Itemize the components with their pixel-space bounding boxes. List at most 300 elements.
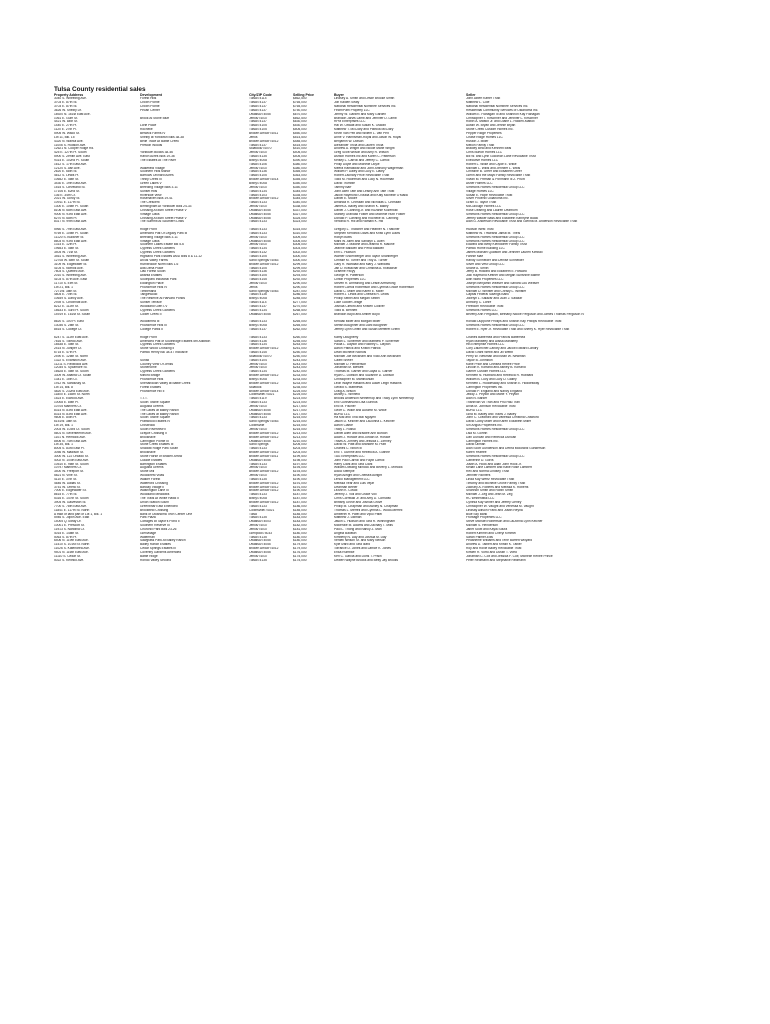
cell-buyer: Mark W. Allen and Sandlyn L. Allen xyxy=(334,239,385,243)
cell-seller: Pedaheme Williams and Tene Barrett Willyard xyxy=(466,539,533,543)
cell-selling-price: $315,000 xyxy=(293,228,307,232)
cell-property-address: 4103 S. 87th Ave. East xyxy=(54,278,88,282)
cell-property-address: 12120 S. Ash Ave. xyxy=(54,166,81,170)
cell-property-address: 18538 E. 45th St. xyxy=(54,343,80,347)
cell-buyer: Brandon Jarvis Lamb and Jennifer D. Lamb xyxy=(334,116,397,120)
cell-property-address: 2414 N. Juniper Ct. xyxy=(54,347,83,351)
cell-development: The Reserve At Harvard Ponds xyxy=(140,297,185,301)
cell-property-address: 9000 N. 93rd East Ave. xyxy=(54,212,88,216)
cell-property-address: 425 E. 127th Pl. South xyxy=(54,151,87,155)
cell-development: Berwick Farms IV xyxy=(140,132,166,135)
cell-development: South Riverview II xyxy=(140,427,167,431)
cell-buyer: Donald P. Canning and Rochelle M. Canning xyxy=(334,216,399,220)
cell-selling-price: $176,000 xyxy=(293,550,307,554)
cell-seller: Jodi Raymond Kettner and Megan Sunshine Balme xyxy=(466,274,540,278)
cell-seller: Robert Kimmel and Cheryl Kimmel xyxy=(466,531,516,535)
cell-buyer: Gerald S. Matthews xyxy=(334,385,363,389)
cell-seller: Frontage Properties LLC xyxy=(466,516,502,520)
cell-buyer: Adam J. Horace and Jordan M. Horace xyxy=(334,435,391,439)
cell-selling-price: $194,000 xyxy=(293,466,307,470)
cell-city-zip: Bixby/74008 xyxy=(249,378,267,381)
cell-selling-price: $251,000 xyxy=(293,347,307,351)
cell-selling-price: $765,000 xyxy=(293,105,307,109)
cell-buyer: Daniel Allen and Bradlee Ann Burdon xyxy=(334,431,388,435)
cell-property-address: 6715 E. 47th Pl. xyxy=(54,351,78,355)
header-property-address: Property Address xyxy=(54,93,84,97)
cell-buyer: Benjamin W. Dotson xyxy=(334,139,364,143)
cell-city-zip: Collinsville/74021 xyxy=(249,508,275,512)
cell-development: Walker Forest xyxy=(140,477,161,481)
cell-selling-price: $299,000 xyxy=(293,262,307,266)
cell-property-address: 3703 E. 87th St. xyxy=(54,105,78,109)
cell-city-zip: Owasso/74055 xyxy=(249,543,271,547)
cell-selling-price: $265,000 xyxy=(293,320,307,324)
cell-property-address: 9769 E. 105th Pl. South xyxy=(54,231,89,235)
cell-selling-price: $213,000 xyxy=(293,435,307,439)
cell-development: Cedar Springs Estates III xyxy=(140,547,177,551)
cell-city-zip: Broken Arrow/74012 xyxy=(249,381,279,385)
cell-selling-price: $285,000 xyxy=(293,297,307,301)
cell-seller: Jeffrey Walker Bass and Elizabeth Kathryne Black xyxy=(466,216,539,220)
cell-city-zip: Tulsa/74105 xyxy=(249,124,267,128)
cell-buyer: David W. Platt and Brandee M. Platt xyxy=(334,443,386,447)
cell-development: Vintage Oaks xyxy=(140,212,160,216)
cell-property-address: 5821 N. Vine St. xyxy=(54,474,78,478)
cell-property-address: 11710 S. Elm St. xyxy=(54,281,79,285)
cell-buyer: Todd M. Hoorfman and Lucy N. Hoorfman xyxy=(334,178,395,182)
cell-city-zip: Jenks/74037 xyxy=(249,404,268,408)
cell-seller: Christopher T. Kirschner and Jennifer L. Kirschner xyxy=(466,116,538,120)
cell-property-address: 10797 Mariners Ct. xyxy=(54,466,82,470)
cell-city-zip: Jenks/74037 xyxy=(249,151,268,155)
cell-city-zip: Tulsa/74137 xyxy=(249,328,267,332)
cell-selling-price: $253,000 xyxy=(293,343,307,347)
cell-city-zip: Jenks/74037 xyxy=(249,366,268,370)
cell-city-zip: Tulsa/74106 xyxy=(249,162,267,166)
cell-seller: Ronald Duppone Phillips and Sharon Kay Phillips Revocable Trust xyxy=(466,320,562,324)
cell-property-address: 4646 W. Dallas St. xyxy=(54,481,81,485)
cell-development: Cypress Creek Gardens xyxy=(140,251,175,255)
header-buyer: Buyer xyxy=(334,93,344,97)
cell-seller: Ruston J. Miller xyxy=(466,139,489,143)
cell-development: Crosbrook xyxy=(140,424,155,428)
cell-buyer: David C. Miller and Karen E. Miller xyxy=(334,289,384,293)
cell-development: Barrington Estates xyxy=(140,462,167,466)
cell-buyer: Matthew J. Dillman xyxy=(334,516,362,520)
cell-selling-price: $242,000 xyxy=(293,370,307,374)
cell-selling-price: $179,500 xyxy=(293,543,307,547)
cell-development: Oak Forest South xyxy=(140,270,166,274)
cell-buyer: Paul L. Thong and Nancy Z. Man xyxy=(334,527,382,531)
cell-buyer: Charles C. Nixon III xyxy=(334,447,363,451)
cell-property-address: Lot 19, Blk. 1 xyxy=(54,424,73,428)
cell-selling-price: $191,000 xyxy=(293,481,307,485)
cell-seller: Simmons Homes Residential Group LLC xyxy=(466,239,525,243)
cell-property-address: 3056 W. Madison St. xyxy=(54,451,84,455)
cell-city-zip: Broken Arrow/74012 xyxy=(249,435,279,439)
cell-development: Providence Hill II xyxy=(140,389,165,393)
cell-buyer: Travis A. Zimney and Jessica L. Zimney xyxy=(334,439,392,443)
cell-development: Bank of Oklahoma Tech Center One xyxy=(140,512,193,516)
cell-selling-price: $327,000 xyxy=(293,212,307,216)
cell-selling-price: $213,000 xyxy=(293,431,307,435)
cell-property-address: 17106 E. 62nd St. xyxy=(54,189,81,193)
cell-city-zip: Owasso/74055 xyxy=(249,439,271,443)
cell-seller: Simmons Homes Residential Group LLC xyxy=(466,454,525,458)
cell-buyer: Deannah Beeler xyxy=(334,485,358,489)
cell-buyer: Thomas L. Merrell and Cynthia L. Wood-Merrell xyxy=(334,508,403,512)
cell-selling-price: $233,000 xyxy=(293,374,307,378)
cell-property-address: 5063 S. 87th Pl. xyxy=(54,535,78,539)
cell-city-zip: Tulsa/74133 xyxy=(249,320,267,324)
cell-seller: Simmons Homes Residential Group LLC xyxy=(466,235,525,239)
cell-seller: Matthew W. Thweand Jamal M. Theis xyxy=(466,231,521,235)
cell-selling-price: $380,000 xyxy=(293,166,307,170)
cell-seller: Linda Kay Wertz Revocable Trust xyxy=(466,477,515,481)
cell-city-zip: Tulsa/74105 xyxy=(249,174,267,178)
cell-buyer: Brooks Anderson Netherhop and Tracy Lynn Netherhop xyxy=(334,397,414,401)
cell-selling-price: $345,000 xyxy=(293,189,307,193)
cell-property-address: 4320 N. Walnut Ave. xyxy=(54,139,84,143)
cell-selling-price: $182,000 xyxy=(293,524,307,528)
cell-seller: Andrew D. Talbert and Kristin K. Tabler xyxy=(466,543,522,547)
cell-development: Crown Pointe xyxy=(140,105,160,109)
cell-selling-price: $363,000 xyxy=(293,174,307,178)
cell-property-address: 3461 S. Wheeling Ave. xyxy=(54,255,87,258)
cell-buyer: Todd B. Bennett xyxy=(334,308,358,312)
cell-selling-price: $355,000 xyxy=(293,178,307,182)
cell-seller: Robin A. Mattox Jr. and Diane L. Holden-Mattox xyxy=(466,120,535,124)
cell-seller: Kenneth N. Hubbard and Rebecca R. Hubbard xyxy=(466,374,534,378)
cell-seller: Simmons Homes Residential Group LLC xyxy=(466,324,525,328)
cell-development: The Summit At Southern Links xyxy=(140,220,184,224)
cell-selling-price: $267,000 xyxy=(293,312,307,316)
cell-seller: Justin A. Hook and Allan John Hook Jr. xyxy=(466,462,522,466)
cell-property-address: 7271W. 38th St. xyxy=(54,289,78,293)
cell-property-address: 9605 E. 84th Pl. xyxy=(54,416,78,420)
cell-property-address: 4804 E. 70th St. xyxy=(54,293,78,297)
cell-property-address: 3430 E. 19th East Ave. xyxy=(54,181,88,185)
cell-development: Rochelle xyxy=(140,128,153,132)
cell-seller: Chase Ridge Homes LLC xyxy=(466,135,503,139)
cell-development: Yorktown Blocks 38-46 xyxy=(140,151,173,155)
cell-development: Brookhave xyxy=(140,451,156,455)
cell-selling-price: $175,000 xyxy=(293,554,307,558)
cell-city-zip: Tulsa/74103 xyxy=(249,193,267,197)
cell-buyer: Mckenzie M. Adams and Zachary T. Mills xyxy=(334,524,393,528)
cell-buyer: John Allen Tate and Lesley Ann Tate Trust xyxy=(334,189,395,193)
cell-city-zip: Broken Arrow/74014 xyxy=(249,389,279,393)
cell-selling-price: $205,000 xyxy=(293,443,307,447)
cell-selling-price: $390,500 xyxy=(293,158,307,162)
cell-buyer: Jan D. Kratachar and Christina A. Kratachar xyxy=(334,266,398,270)
cell-seller: Joseph Benjamin Weaver and Sandra Lou Weaver xyxy=(466,281,540,285)
cell-property-address: 5946 S. Joplin Ave. East xyxy=(54,516,90,520)
cell-city-zip: Jenks/74037 xyxy=(249,524,268,528)
cell-development: Cypress Creek Gardens xyxy=(140,343,175,347)
cell-city-zip: Tulsa/74145 xyxy=(249,351,267,355)
cell-city-zip: Broken Arrow/74012 xyxy=(249,431,279,435)
cell-seller: David Colby Miller and Karen Elizabeth Miller xyxy=(466,420,532,424)
cell-seller: Matthew L. Cole xyxy=(466,101,490,105)
cell-city-zip: Tulsa/74105 xyxy=(249,255,267,258)
cell-selling-price: $187,000 xyxy=(293,493,307,497)
cell-selling-price: $180,000 xyxy=(293,539,307,543)
cell-city-zip: Sand Springs/74063 xyxy=(249,420,279,424)
cell-buyer: Brandon Boyd and Amber Boyd xyxy=(334,312,380,316)
cell-seller: Michael D. Whittier and Christy L. Whittier xyxy=(466,289,527,293)
cell-seller: Vivian M. Pittman & Pohmann Ill Z. Pruitt xyxy=(466,178,525,182)
cell-seller: Freedom Revocable Trust xyxy=(466,304,504,308)
cell-city-zip: Tulsa/74145 xyxy=(249,278,267,282)
cell-seller: Stone Creek Custom Homes Inc. xyxy=(466,128,514,132)
cell-selling-price: $183,000 xyxy=(293,520,307,524)
cell-buyer: Jonathan M. Blewett xyxy=(334,366,364,370)
cell-development: Cottages at Taylor's Pond II xyxy=(140,520,180,524)
cell-buyer: Torrance D. Jones and Latrice K. Jones xyxy=(334,547,391,551)
cell-selling-price: $292,000 xyxy=(293,270,307,274)
cell-development: Alta Dena Place xyxy=(140,266,164,270)
cell-seller: Edward and Betty Kleindorfer Family Trust xyxy=(466,243,527,247)
cell-seller: Jocelyn L. Salazar and Juan J. Salazar xyxy=(466,297,523,301)
cell-buyer: Brittany Grove and Joshua Grove xyxy=(334,501,383,504)
cell-development: Prattwood Estates IV xyxy=(140,420,171,424)
cell-selling-price: $345,000 xyxy=(293,197,307,201)
cell-buyer: Erin L. Hudson xyxy=(334,251,356,255)
cell-buyer: Verdell Nelson Sr. and Mary Nelson xyxy=(334,539,386,543)
cell-buyer: Melissa Vear and Luis Vejar xyxy=(334,481,375,485)
cell-city-zip: Tulsa/74135 xyxy=(249,516,267,520)
cell-city-zip: Tulsa/74134 xyxy=(249,343,267,347)
cell-selling-price: $286,500 xyxy=(293,293,307,297)
cell-property-address: 1314 E. 12th Pl. xyxy=(54,243,78,247)
cell-development: Southpark Industrial Park xyxy=(140,278,177,282)
cell-development: South Towne Square xyxy=(140,416,171,420)
cell-seller: Kellan Lane Lambert and Katie Rose Lambert xyxy=(466,466,532,470)
cell-property-address: 1523 E. Elwood Ave. xyxy=(54,397,84,401)
cell-selling-price: $305,000 xyxy=(293,243,307,247)
cell-selling-price: $305,000 xyxy=(293,239,307,243)
cell-buyer: Kimberly N. Day and Joshua M. Day xyxy=(334,535,387,539)
cell-property-address: 1300 E. 106th Pl. South xyxy=(54,205,89,209)
cell-buyer: Robert Carroll Robertson and Cynthia Grace Robertson xyxy=(334,285,415,289)
cell-development: Timberland xyxy=(140,289,157,293)
cell-development: The Estates At The River xyxy=(140,158,177,162)
cell-development: Amended Plat of Southridge Estates 5th Addition xyxy=(140,339,211,343)
cell-buyer: Erika Rumbke xyxy=(334,550,355,554)
cell-city-zip: Sand Springs xyxy=(249,443,269,447)
cell-property-address: 10510 E. 96th St. South xyxy=(54,462,89,466)
cell-buyer: Kyle Izard and Tara Izard xyxy=(334,543,371,547)
cell-property-address: 5905 W. Waco St. xyxy=(54,132,80,135)
cell-selling-price: $750,000 xyxy=(293,108,307,112)
cell-seller: Cynthia Kay Winter and Jeffrey Gentry xyxy=(466,501,522,504)
cell-selling-price: $550,000 xyxy=(293,132,307,135)
cell-selling-price: $277,000 xyxy=(293,301,307,305)
cell-selling-price: $287,000 xyxy=(293,289,307,293)
cell-selling-price: $179,000 xyxy=(293,547,307,551)
cell-seller: Thanhvan Vo Tran and Phu Hau Tran xyxy=(466,401,520,405)
cell-seller: National Residential Nominee Services Inc. xyxy=(466,105,529,109)
cell-selling-price: $323,000 xyxy=(293,220,307,224)
cell-property-address: 4104 S. Norfolk Ave. xyxy=(54,266,84,270)
cell-seller: Grant G. Taylor Trust xyxy=(466,201,497,205)
cell-city-zip: Tulsa/74137 xyxy=(249,108,267,112)
cell-seller: Lisa M. Gorthn xyxy=(466,431,488,435)
cell-seller: Executive Homes LLC xyxy=(466,158,499,162)
cell-development: College Parks II xyxy=(140,328,163,332)
cell-seller: Rex and Norma Lindsey Trust xyxy=(466,470,509,474)
cell-city-zip: Tulsa/74135 xyxy=(249,477,267,481)
cell-development: Breeding Village Blks 3-11 xyxy=(140,185,178,189)
cell-development: Green Lakes V xyxy=(140,181,162,185)
cell-buyer: Jeanne Baldwin and Perla Baldwin xyxy=(334,247,385,251)
cell-seller: David Ullman xyxy=(466,443,486,447)
cell-property-address: 1341 E. 15th Ct. xyxy=(54,378,78,381)
cell-buyer: Meera Ramaswar and John Anthony Wagerman xyxy=(334,166,404,170)
cell-buyer: Chris Cornwall Jr. and Amy D. Cornwall xyxy=(334,497,391,501)
cell-buyer: National Residential Nominee Services Inc. xyxy=(334,105,397,109)
cell-selling-price: $310,000 xyxy=(293,231,307,235)
cell-development: Wakefield Village xyxy=(140,166,165,170)
cell-buyer: Verlonia R. Hill and Ramani K. Hill xyxy=(334,220,384,224)
cell-property-address: 6406 N. 119th East Ave. xyxy=(54,539,89,543)
cell-development: Augusta Greens xyxy=(140,404,164,408)
cell-city-zip: Tulsa/74105 xyxy=(249,274,267,278)
cell-city-zip: Jenks/74037 xyxy=(249,527,268,531)
cell-city-zip: Owasso/74055 xyxy=(249,312,271,316)
cell-selling-price: $190,000 xyxy=(293,489,307,493)
cell-development: Collier Creek II xyxy=(140,312,162,316)
cell-buyer: James A. Bailey and Sharon K. Bailey xyxy=(334,205,389,209)
cell-buyer: Leon Wayne Haskins and Dawn Leigh Haskins xyxy=(334,381,402,385)
cell-seller: Silver Phoenix Oklahoma Inc. xyxy=(466,197,509,201)
cell-development: Stone Horse of Broken Arrow xyxy=(140,454,183,458)
cell-property-address: 4110 E. 37th St. xyxy=(54,477,78,481)
cell-city-zip: Tulsa/74134 xyxy=(249,370,267,374)
cell-seller: Dan Duncan and Rebecca Duncan xyxy=(466,435,517,439)
cell-buyer: Andrew A. Wright and Nicole Marie Wright xyxy=(334,147,395,151)
cell-seller: Jonathan C. Cox and Jessica F. Cox; Michelle Renee Prince xyxy=(466,554,553,558)
cell-property-address: 3904 W. Galveston St. xyxy=(54,501,87,504)
cell-buyer: Eric T. Guthrie and Rebecca A. Guthrie xyxy=(334,451,390,455)
cell-property-address: 1515 S. Cleveland St. xyxy=(54,185,86,189)
cell-selling-price: $223,000 xyxy=(293,397,307,401)
cell-city-zip: Jenks/74037 xyxy=(249,281,268,285)
cell-selling-price: $187,000 xyxy=(293,501,307,504)
cell-city-zip: Bixby/74008 xyxy=(249,181,267,185)
cell-seller: Asher Homes LLC xyxy=(466,181,493,185)
cell-seller: Janet Scott and Kayla Soura xyxy=(466,527,508,531)
cell-development: Brookfield Crossing xyxy=(140,508,169,512)
cell-property-address: 6151W. 38th St. xyxy=(54,420,78,424)
cell-development: Churchill Park Blks 23-26 xyxy=(140,527,177,531)
cell-seller: Bill W. and Lynn Goodrich Lane Revocable Trust xyxy=(466,155,536,159)
cell-selling-price: $335,000 xyxy=(293,193,307,197)
cell-city-zip: Collinsville xyxy=(249,424,265,428)
cell-development: Pecan Center xyxy=(140,108,160,112)
cell-property-address: 1440 E. 27th Pl. xyxy=(54,124,78,128)
cell-seller: Simmons Homes Residential Group LLC xyxy=(466,285,525,289)
cell-selling-price: $299,000 xyxy=(293,266,307,270)
cell-development: Glenvillage xyxy=(140,531,157,535)
cell-property-address: 10652 E. 46th St. xyxy=(54,178,80,182)
cell-property-address: 3404 W. 71st St. xyxy=(54,251,78,255)
cell-city-zip: Glenpool/74033 xyxy=(249,531,272,535)
cell-development: Milford Bridge xyxy=(140,374,161,378)
cell-property-address: 12621 N. Cooper Ridge Rd. xyxy=(54,147,95,151)
cell-buyer: Phillip Seibel and Megan Seibel xyxy=(334,297,380,301)
cell-development: Forest Estates xyxy=(140,385,161,389)
cell-selling-price: $325,000 xyxy=(293,216,307,220)
cell-property-address: 5960 S. 79th East Ave. xyxy=(54,228,88,232)
cell-seller: Lindsay Allison Frank and Justin Reyna xyxy=(466,508,523,512)
cell-selling-price: $210,000 xyxy=(293,439,307,443)
cell-selling-price: $365,000 xyxy=(293,170,307,174)
cell-city-zip: Owasso/74055 xyxy=(249,239,271,243)
cell-city-zip: Owasso/74055 xyxy=(249,212,271,216)
cell-buyer: Ashley L. Winfield xyxy=(334,393,360,397)
cell-development: Battle Ridge xyxy=(140,554,158,558)
cell-selling-price: $185,000 xyxy=(293,512,307,516)
cell-development: T.T.T. xyxy=(140,397,148,401)
cell-city-zip: Tulsa/74133 xyxy=(249,201,267,205)
cell-buyer: Eric M. Fischer xyxy=(334,404,356,408)
cell-buyer: Sarah L. Schermer and Matthew P. Schermer xyxy=(334,339,400,343)
cell-property-address: 11110 S. Cedar St. xyxy=(54,554,81,558)
cell-selling-price: $203,000 xyxy=(293,447,307,451)
cell-selling-price: $514,500 xyxy=(293,135,307,139)
cell-selling-price: $217,000 xyxy=(293,412,307,416)
cell-property-address: 10649 S. Darcy Ave. xyxy=(54,297,84,301)
cell-city-zip: Tulsa/74119 xyxy=(249,397,267,401)
cell-buyer: Robert Zachary Price Revocable Trust xyxy=(334,174,390,178)
cell-seller: Fannie Mae xyxy=(466,255,484,258)
cell-development: Shadow Ridge Park South xyxy=(140,447,179,451)
cell-seller: Simmons Homes Residential Group LLC xyxy=(466,212,525,216)
cell-seller: Blue Sky Bank xyxy=(466,512,488,516)
cell-buyer: Robert J. Lewis and Chelsea R. Lewis xyxy=(334,293,389,297)
cell-buyer: Ha Mai and Tina Mai Nguyen xyxy=(334,416,376,420)
cell-seller: Hudson West Trust xyxy=(466,228,494,232)
cell-buyer: Geoff C. Wilke and Autumn M. Wilke xyxy=(334,408,387,412)
cell-development: Claude Estates xyxy=(140,458,163,462)
cell-selling-price: $233,000 xyxy=(293,381,307,385)
cell-selling-price: $255,000 xyxy=(293,339,307,343)
cell-selling-price: $223,000 xyxy=(293,401,307,405)
cell-development: Shelby at Yorktown Blks 38-38 xyxy=(140,135,184,139)
cell-development: Ranch Acres Blks 19-36 xyxy=(140,155,175,159)
cell-city-zip: Jenks/74037 xyxy=(249,235,268,239)
cell-selling-price: $410,000 xyxy=(293,147,307,151)
cell-property-address: 1612 S. 17th East Ave. xyxy=(54,162,88,166)
cell-buyer: Fecht/Path Property LLC xyxy=(334,108,370,112)
cell-property-address: 6247 S. 112th East Ave. xyxy=(54,335,89,339)
cell-selling-price: $260,000 xyxy=(293,335,307,339)
cell-buyer: TAG Enterprises LLC xyxy=(334,454,365,458)
cell-property-address: 11026 S. Katendrea Ave. xyxy=(54,547,90,551)
cell-property-address: 11211 S. Redwood Ave. xyxy=(54,362,89,366)
cell-city-zip: Jenks/74037 xyxy=(249,205,268,209)
cell-city-zip: Broken Arrow/74012 xyxy=(249,197,279,201)
cell-selling-price: $530,000 xyxy=(293,124,307,128)
table-body xyxy=(54,97,722,562)
cell-property-address: 3000 W. 122 Orcado St. xyxy=(54,454,89,458)
cell-development: Ridge Point xyxy=(140,228,157,232)
cell-buyer: Caleb Sheier xyxy=(334,358,353,362)
cell-property-address: 3400 W. Freeport St. xyxy=(54,470,84,474)
cell-property-address: 8314 N. 83rd East Ave. xyxy=(54,412,88,416)
